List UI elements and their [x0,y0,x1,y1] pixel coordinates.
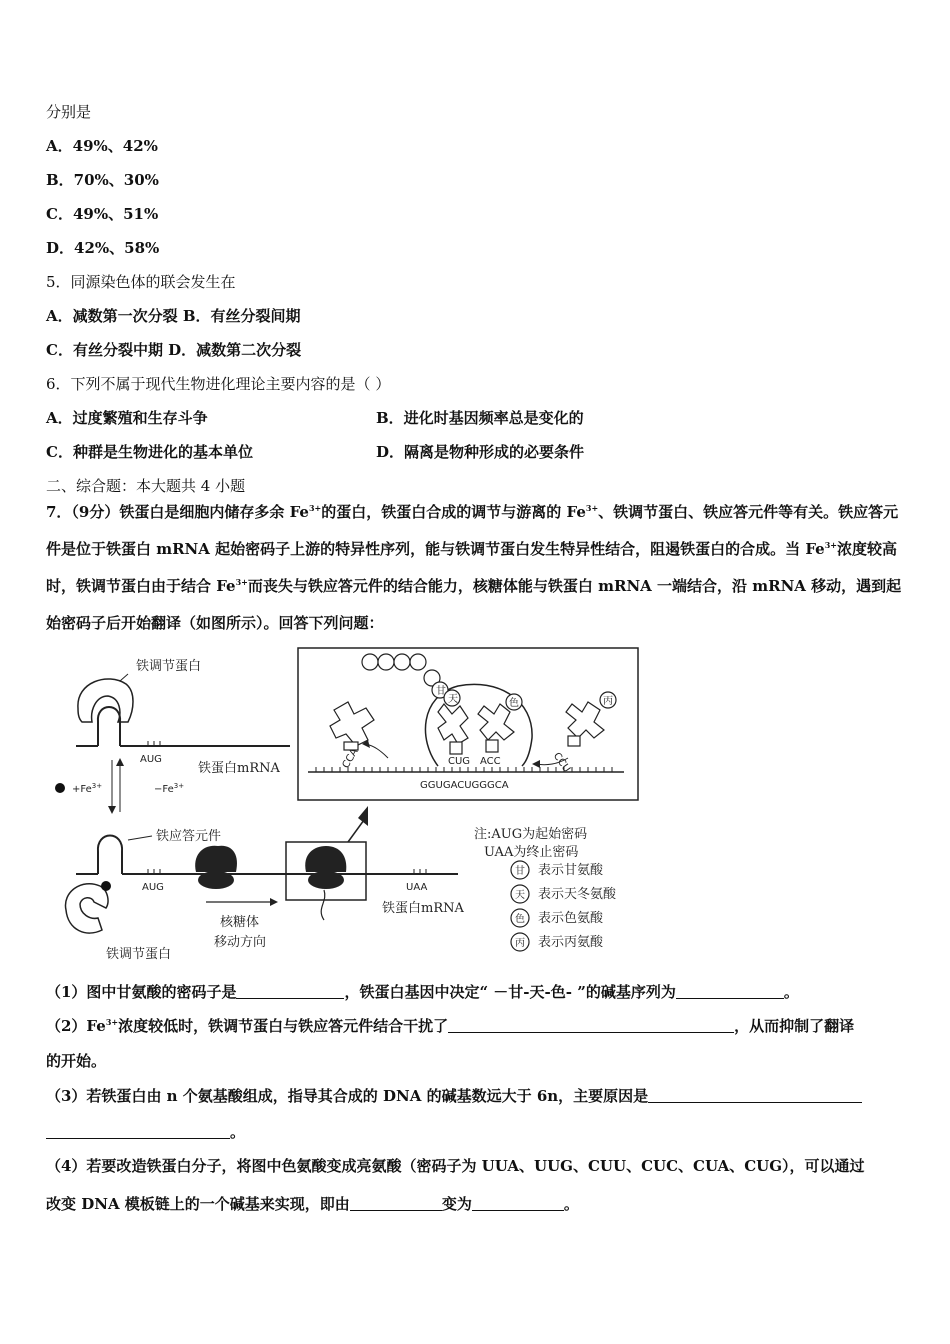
q7-stem [46,494,906,642]
sub3-text-b: 。 [230,1123,246,1141]
fe-superscript: 3+ [308,503,322,513]
sub3-continuation [46,1122,245,1142]
sub-question-2 [46,1016,854,1036]
sub2-continuation: 的开始。 [46,1052,107,1070]
label-minus-fe: $-Fe^{3+}$ [154,782,185,795]
aa-asp-circle: 天 [448,694,458,705]
peptide-circles [362,654,440,686]
label-ferritin-mrna-top: 铁蛋白mRNA [198,761,280,776]
q7-text-3: 、铁调节蛋白、铁应答元件等有关。铁应答元件是位于铁蛋白 mRNA 起始密码子上游的特异性序列，能与铁调节蛋白发生特异性结合，阻遏铁蛋白的合成。当 Fe [46,503,899,558]
sub-question-1 [46,982,799,1002]
label-iron-reg-protein-bottom: 铁调节蛋白 [106,947,172,962]
hairpin-bottom [98,836,122,875]
sub2-text-b: 浓度较低时，铁调节蛋白与铁应答元件结合干扰了 [118,1017,449,1035]
section-heading: 二、综合题：本大题共 4 小题 [46,477,246,495]
answer-blank[interactable] [448,1017,734,1033]
sub4-text-b: 改变 DNA 模板链上的一个碱基来实现，即由 [46,1195,350,1213]
legend-ala-symbol: 丙 [515,938,525,949]
legend-trp-symbol: 色 [515,914,525,925]
sub4-text-d: 。 [563,1195,579,1213]
label-iron-response-element: 铁应答元件 [156,829,222,844]
label-uaa: UAA [406,882,428,893]
label-ribosome-dir-2: 移动方向 [214,935,267,950]
q7-text-4: 浓度较高时，铁调节蛋白由于结合 Fe [46,540,898,595]
answer-blank[interactable] [648,1087,862,1103]
zoom-arrow [348,820,364,842]
q4-option-c: C．49%、51% [46,205,159,223]
legend-gly-text: 表示甘氨酸 [538,863,604,878]
iron-reg-protein-top-shape [78,679,133,722]
trna-a-site [478,704,514,752]
label-plus-fe: $+Fe^{3+}$ [72,782,103,795]
sub1-text-c: 。 [783,983,799,1001]
ferritin-regulation-figure [48,640,640,972]
q7-text-1: 7．（9分）铁蛋白是细胞内储存多余 Fe [46,503,309,521]
q6-option-a: A．过度繁殖和生存斗争 [46,409,208,427]
answer-blank[interactable] [236,983,344,999]
label-codon-acc: ACC [480,756,501,767]
legend-gly-symbol: 甘 [515,866,525,877]
fe-superscript: 3+ [585,503,599,513]
sub4-continuation [46,1194,579,1214]
label-codon-cug: CUG [448,756,471,767]
trna-p-site [438,704,468,754]
hairpin-top [98,707,120,746]
q7-text-2: 的蛋白，铁蛋白合成的调节与游离的 Fe [321,503,586,521]
sub-question-4: （4）若要改造铁蛋白分子，将图中色氨酸变成亮氨酸（密码子为 UUA、UUG、CUU、CUC、CUA、CUG），可以通过 [46,1157,865,1175]
q4-intro: 分别是 [46,103,92,121]
ribosome-shape [195,846,237,872]
fe-ion-dot [55,783,65,793]
q7-text-5: 而丧失与铁应答元件的结合能力，核糖体能与铁蛋白 mRNA 一端结合，沿 mRNA 移动，遇到起始密码子后开始翻译（如图所示）。回答下列问题： [46,577,902,632]
sub-question-3 [46,1086,862,1106]
fe-superscript: 3+ [105,1017,119,1027]
sub2-text-a: （2）Fe [46,1017,106,1035]
q6-option-c: C．种群是生物进化的基本单位 [46,443,253,461]
note-stop-codon: UAA为终止密码 [484,845,579,860]
sub4-text-c: 变为 [441,1195,472,1213]
sub1-text-b: ，铁蛋白基因中决定“ －甘-天-色- ”的碱基序列为 [344,983,676,1001]
q4-option-d: D．42%、58% [46,239,160,257]
iron-reg-protein-bottom-shape [65,884,108,933]
aa-gly-circle: 甘 [436,686,446,697]
label-iron-reg-protein-top: 铁调节蛋白 [136,659,202,674]
fe-ion-dot [101,881,111,891]
label-ferritin-mrna-bottom: 铁蛋白mRNA [382,901,464,916]
answer-blank[interactable] [350,1195,442,1211]
q6-option-b: B．进化时基因频率总是变化的 [376,409,584,427]
legend-asp-symbol: 天 [515,890,525,901]
legend-trp-text: 表示色氨酸 [538,911,604,926]
q5-options-row2: C．有丝分裂中期 D．减数第二次分裂 [46,341,302,359]
q4-option-b: B．70%、30% [46,171,159,189]
label-mrna-sequence: GGUGACUGGGCA [420,780,509,791]
label-aug-bottom: AUG [142,882,164,893]
fe-superscript: 3+ [235,577,248,587]
q4-option-a: A．49%、42% [46,137,158,155]
label-aug-top: AUG [140,754,162,765]
label-anticodon-cca: CCA [340,746,361,771]
aa-trp-circle: 色 [509,698,519,709]
note-start-codon: 注:AUG为起始密码 [474,827,588,842]
label-anticodon-ccu: CCU [550,750,573,775]
answer-blank[interactable] [676,983,784,999]
trna-incoming [566,702,604,746]
sub3-text-a: （3）若铁蛋白由 n 个氨基酸组成，指导其合成的 DNA 的碱基数远大于 6n，主要原因是 [46,1087,649,1105]
aa-ala-circle: 丙 [603,696,613,707]
legend-asp-text: 表示天冬氨酸 [538,887,617,902]
answer-blank[interactable] [46,1123,230,1139]
sub1-text-a: （1）图中甘氨酸的密码子是 [46,983,237,1001]
peptide-chain [321,890,325,920]
label-ribosome-dir-1: 核糖体 [220,915,260,930]
sub2-text-c: ，从而抑制了翻译 [734,1017,855,1035]
q6-option-d: D．隔离是物种形成的必要条件 [376,443,585,461]
ribosome-shape [305,846,346,872]
fe-superscript: 3+ [824,540,838,550]
q5-options-row1: A．减数第一次分裂 B．有丝分裂间期 [46,307,301,325]
q5-stem: 5．同源染色体的联会发生在 [46,273,236,291]
answer-blank[interactable] [472,1195,564,1211]
legend-ala-text: 表示丙氨酸 [538,935,604,950]
q6-stem: 6．下列不属于现代生物进化理论主要内容的是（ ） [46,375,391,393]
